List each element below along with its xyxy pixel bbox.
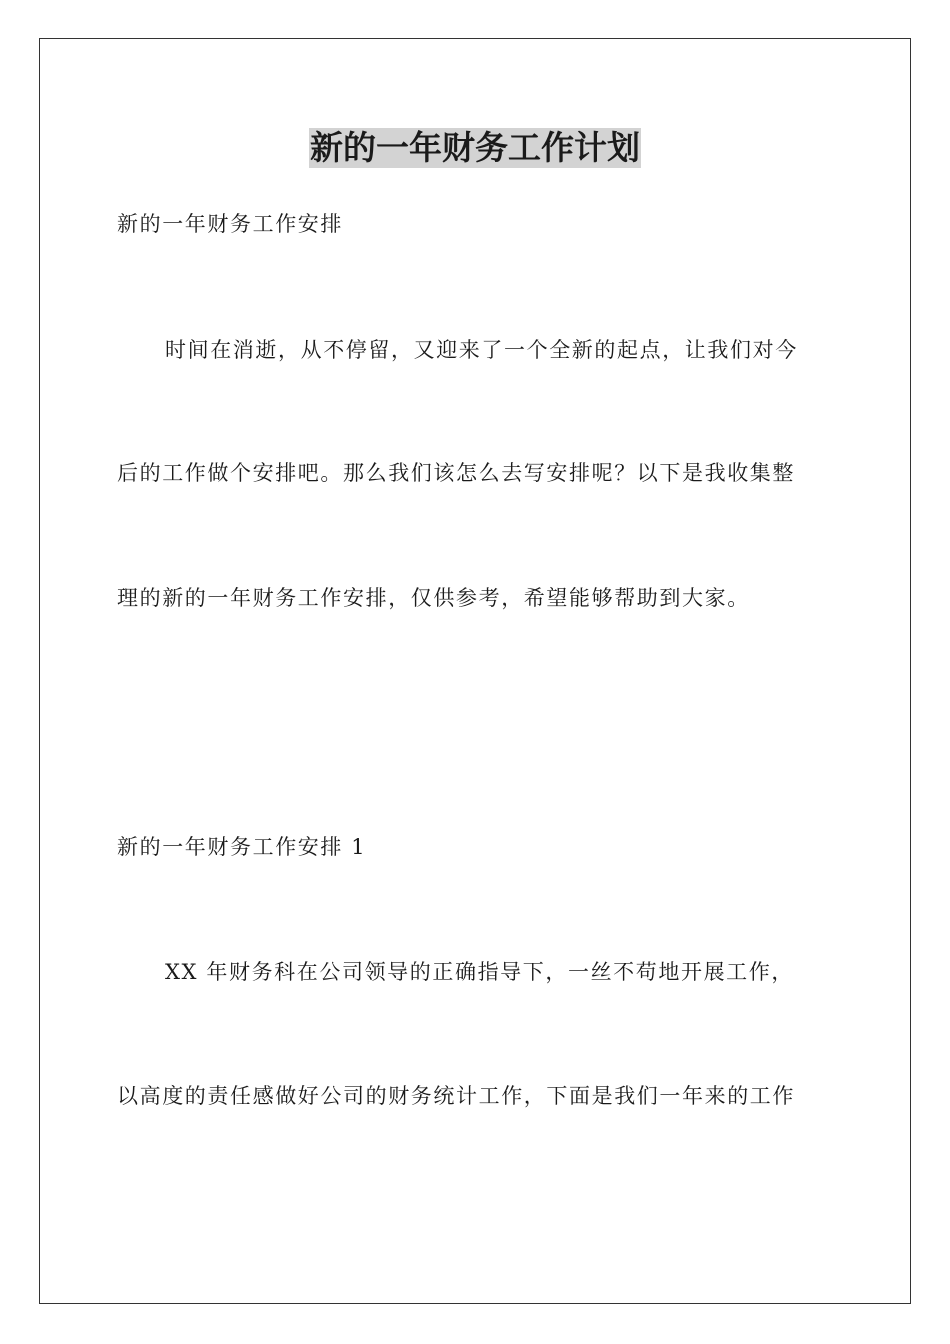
document-title: 新的一年财务工作计划	[310, 128, 640, 167]
title-container	[0, 128, 950, 168]
paragraph-line: XX 年财务科在公司领导的正确指导下，一丝不苟地开展工作，	[165, 960, 794, 984]
paragraph-line: 以高度的责任感做好公司的财务统计工作，下面是我们一年来的工作	[117, 1084, 795, 1108]
paragraph-line: 时间在消逝，从不停留，又迎来了一个全新的起点，让我们对今	[165, 338, 798, 362]
paragraph-line: 理的新的一年财务工作安排，仅供参考，希望能够帮助到大家。	[117, 586, 750, 610]
paragraph-line: 后的工作做个安排吧。那么我们该怎么去写安排呢？以下是我收集整	[117, 461, 795, 485]
section-heading: 新的一年财务工作安排	[117, 212, 343, 236]
section-heading: 新的一年财务工作安排 1	[117, 835, 367, 859]
